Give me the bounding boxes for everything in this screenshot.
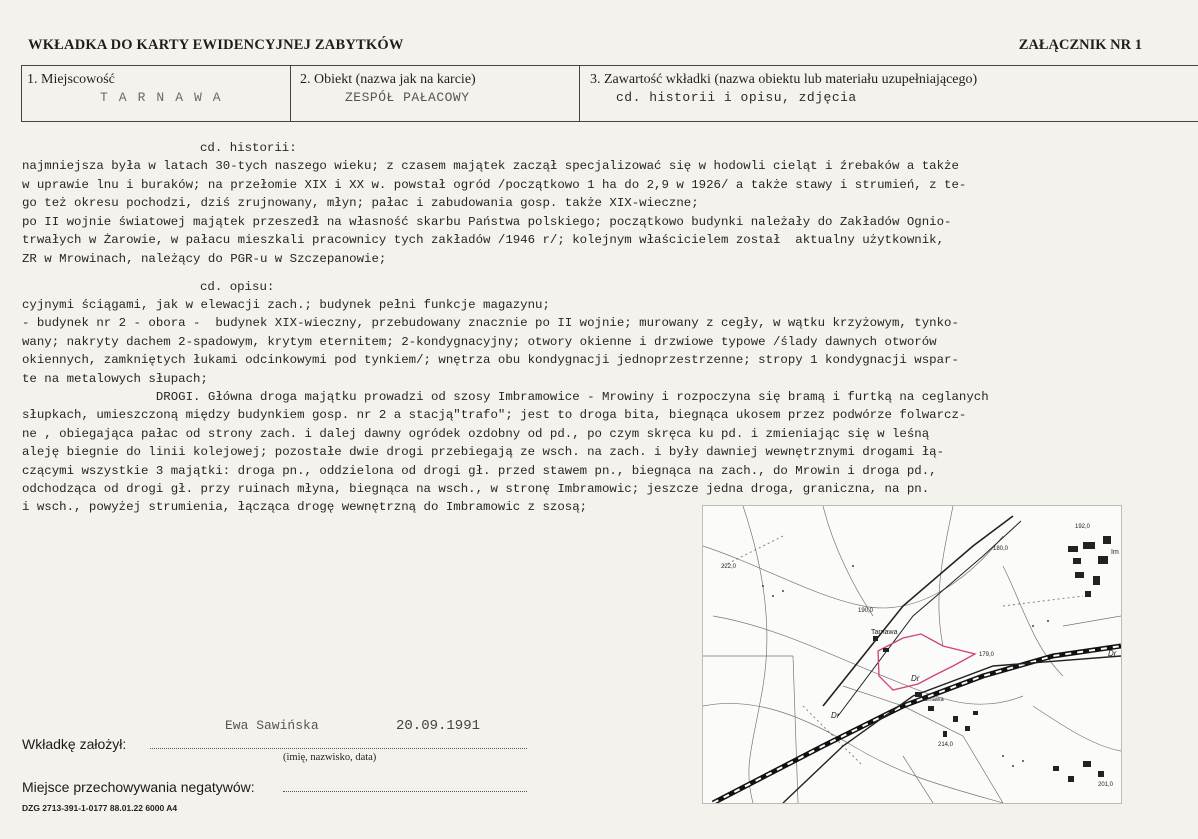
map-label-dr-west: Dr: [831, 711, 840, 720]
table-bottom-rule: [21, 121, 1198, 122]
map-label-elev-190: 190,0: [858, 608, 874, 614]
text-line: słupkach, umieszczoną między budynkiem gosp. nr 2 a stacją"trafo"; jest to droga bita, biegnąca ukosem przez podwórze folwarcz-: [22, 408, 967, 423]
inserted-by-label: Wkładkę założył:: [22, 736, 127, 752]
text-line: ZR w Mrowinach, należący do PGR-u w Szczepanowie;: [22, 252, 387, 266]
text-line: odchodząca od drogi gł. przy ruinach młyna, biegnąca na wsch., w stronę Imbramowic; jeszcze jedna droga, graniczna, na pn.: [22, 482, 930, 496]
object-label: 2. Obiekt (nazwa jak na karcie): [300, 72, 476, 87]
text-line: go też okresu pochodzi, dziś zrujnowany, młyn; pałac i zabudowania gosp. także XIX-wieczne;: [22, 196, 699, 211]
inserted-by-hint: (imię, nazwisko, data): [283, 752, 377, 763]
text-line: trwałych w Żarowie, w pałacu mieszkali pracownicy tych zakładów /1946 r/; kolejnym właścicielem został aktualny użytkownik,: [22, 233, 945, 248]
table-left-rule: [21, 65, 22, 121]
text-line: cyjnymi ściągami, jak w elewacji zach.; budynek pełni funkcje magazynu;: [22, 298, 550, 312]
description-heading: cd. opisu:: [200, 280, 275, 294]
text-line: po II wojnie światowej majątek przeszedł na własność skarbu Państwa polskiego; początkowo budynki należały do Zakładów Ognio-: [22, 214, 952, 229]
text-line: DROGI. Główna droga majątku prowadzi od szosy Imbramowice - Mrowiny i rozpoczyna się bramą i furtką na ceglanych: [22, 390, 989, 404]
locality-label: 1. Miejscowość: [27, 72, 115, 87]
text-line: najmniejsza była w latach 30-tych naszego wieku; z czasem majątek zaczął specjalizować się w hodowli cieląt i źrebaków a także: [22, 159, 959, 173]
map-label-dr-center: Dr: [911, 674, 920, 683]
location-map: [702, 505, 1122, 804]
text-line: ne , obiegająca pałac od strony zach. i dalej dawny ogródek ozdobny od pd., po czym skręca ku pd. i zmieniając się w leśną: [22, 426, 930, 441]
table-top-rule: [21, 65, 1198, 66]
map-label-elev-180: 180,0: [993, 546, 1009, 552]
map-label-elev-214: 214,0: [938, 742, 954, 748]
map-label-elev-192: 192,0: [1075, 524, 1091, 530]
map-label-elev-222: 222,0: [721, 564, 737, 570]
map-drawing: [703, 506, 1121, 803]
text-line: czącymi wszystkie 3 majątki: droga pn., oddzielona od drogi gł. przed stawem pn., biegnąca na zach., do Mrowin i droga pd.,: [22, 463, 937, 478]
content-label: 3. Zawartość wkładki (nazwa obiektu lub materiału uzupełniającego): [590, 72, 978, 87]
text-line: aleję biegnie do linii kolejowej; pozostałe dwie drogi przebiegają ze wsch. na zach. i były dawniej wewnętrznymi drogami łą-: [22, 445, 945, 460]
table-divider-1: [290, 65, 291, 121]
map-label-im: Im: [1111, 549, 1119, 556]
history-heading: cd. historii:: [200, 141, 297, 155]
map-label-dr-east: Dr: [1108, 649, 1117, 658]
negatives-location-label: Miejsce przechowywania negatywów:: [22, 779, 255, 795]
table-divider-2: [579, 65, 580, 121]
text-line: te na metalowych słupach;: [22, 371, 208, 386]
insert-date: 20.09.1991: [396, 718, 481, 734]
map-label-elev-179: 179,0: [979, 652, 995, 658]
text-line: - budynek nr 2 - obora - budynek XIX-wieczny, przebudowany znacznie po II wojnie; murowany z cegły, w wątku krzyżowym, tynko-: [22, 316, 959, 331]
text-line: wany; nakryty dachem 2-spadowym, krytym eternitem; 2-kondygnacyjny; otwory okienne i drzwiowe typowe /ślady dawnych otworów: [22, 334, 937, 349]
author-signature: Ewa Sawińska: [225, 718, 319, 733]
locality-value: TARNAWA: [100, 90, 232, 105]
document-title: WKŁADKA DO KARTY EWIDENCYJNEJ ZABYTKÓW: [28, 37, 404, 53]
annex-number: ZAŁĄCZNIK NR 1: [1018, 37, 1142, 53]
negatives-location-line: [283, 791, 527, 792]
map-label-tarnawa-north: Tarnawa: [871, 629, 898, 636]
inserted-by-line: [150, 748, 527, 749]
text-line: w uprawie lnu i buraków; na przełomie XIX i XX w. powstał ogród /początkowo 1 ha do 2,9 w 1926/ a także stawy i strumień, z te-: [22, 177, 967, 192]
text-line: okiennych, zamkniętych łukami odcinkowymi pod tynkiem/; wnętrza obu kondygnacji jednoprzestrzenne; stropy 1 kondygnacji wspar-: [22, 353, 959, 368]
print-code: DZG 2713-391-1-0177 88.01.22 6000 A4: [22, 803, 178, 813]
object-value: ZESPÓŁ PAŁACOWY: [345, 90, 470, 105]
content-value: cd. historii i opisu, zdjęcia: [616, 90, 857, 105]
text-line: i wsch., powyżej strumienia, łącząca drogę wewnętrzną do Imbramowic z szosą;: [22, 500, 588, 515]
map-label-elev-201: 201,0: [1098, 782, 1114, 788]
map-label-tarnawa-south: Tarnawa: [921, 697, 944, 703]
